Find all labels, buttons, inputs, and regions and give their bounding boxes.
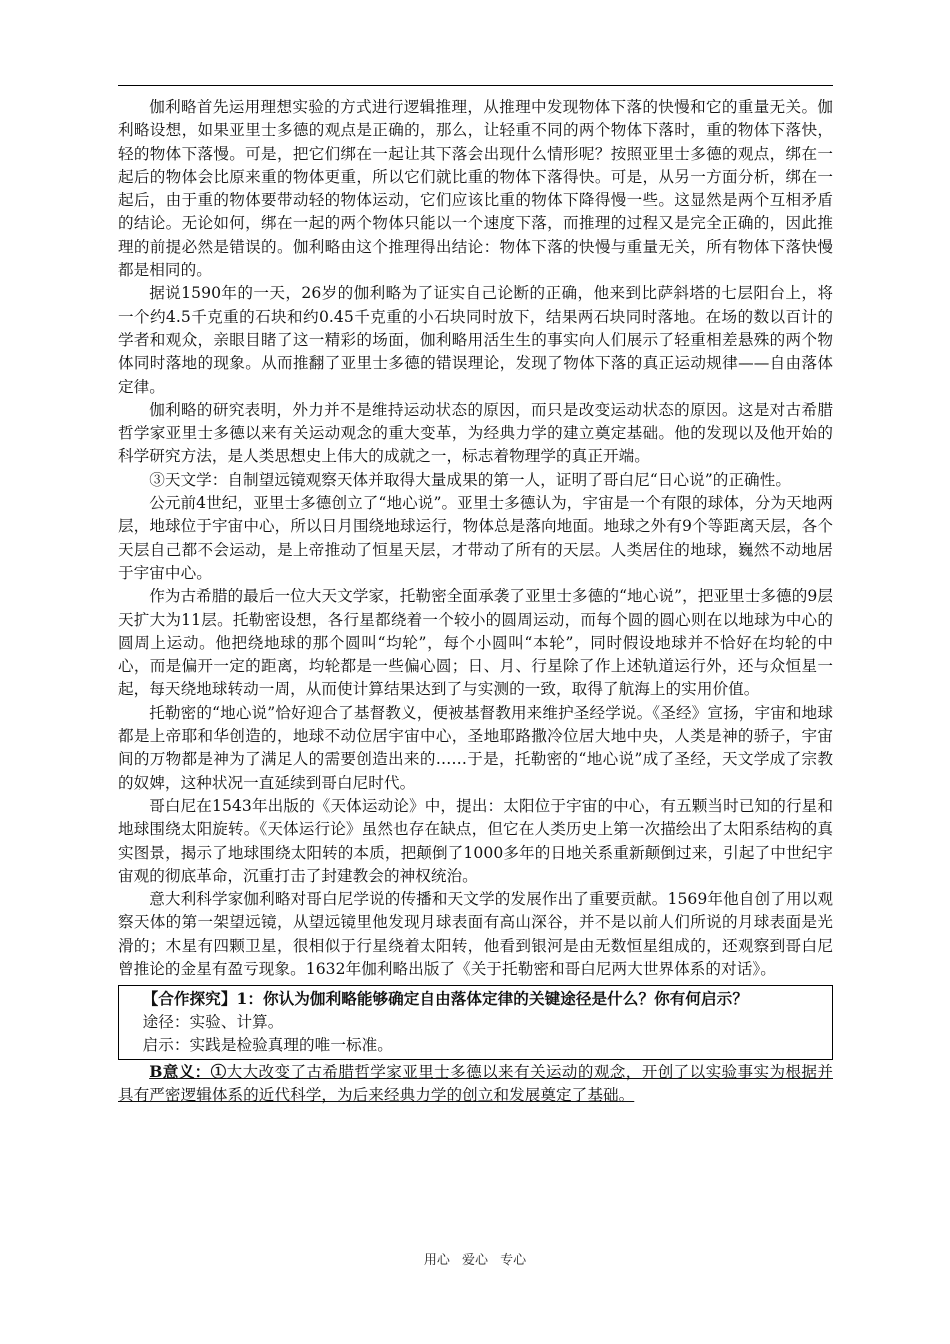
paragraph-8: 哥白尼在1543年出版的《天体运动论》中，提出：太阳位于宇宙的中心，有五颗当时已知的行星和地球围绕太阳旋转。《天体运行论》虽然也存在缺点，但它在人类历史上第一次描绘出了太阳系结构的真实图景，揭示了地球围绕太阳转的本质，把颠倒了1000多年的日地关系重新颠倒过来，引起了中世纪宇宙观的彻底革命，沉重打击了封建教会的神权统治。 — [118, 796, 833, 885]
paragraph-7: 托勒密的“地心说”恰好迎合了基督教义，便被基督教用来维护圣经学说。《圣经》宣扬，宇宙和地球都是上帝耶和华创造的，地球不动位居宇宙中心，圣地耶路撒冷位居大地中央，人类是神的骄子，宇宙间的万物都是神为了满足人的需要创造出来的……于是，托勒密的“地心说”成了圣经，天文学成了宗教的奴婢，这种状况一直延续到哥白尼时代。 — [118, 703, 833, 792]
page-footer: 用心 爱心 专心 — [423, 1253, 527, 1268]
paragraph-9: 意大利科学家伽利略对哥白尼学说的传播和天文学的发展作出了重要贡献。1569年他自创了用以观察天体的第一架望远镜，从望远镜里他发现月球表面有高山深谷，并不是以前人们所说的月球表面是光滑的；木星有四颗卫星，很相似于行星绕着太阳转，他看到银河是由无数恒星组成的，还观察到哥白尼曾推论的金星有盈亏现象。1632年伽利略出版了《关于托勒密和哥白尼两大世界体系的对话》。 — [118, 890, 833, 978]
header-rule — [118, 85, 833, 86]
significance-text: 大大改变了古希腊哲学家亚里士多德以来有关运动的观念，开创了以实验事实为根据并具有严密逻辑体系的近代科学，为后来经典力学的创立和发展奠定了基础。 — [118, 1063, 833, 1105]
significance-lead: B意义：① — [149, 1062, 227, 1082]
paragraph-5: 公元前4世纪，亚里士多德创立了“地心说”。亚里士多德认为，宇宙是一个有限的球体，分为天地两层，地球位于宇宙中心，所以日月围绕地球运行，物体总是落向地面。地球之外有9个等距离天层，各个天层自己都不会运动，是上帝推动了恒星天层，才带动了所有的天层。人类居住的地球，巍然不动地居于宇宙中心。 — [118, 494, 833, 582]
inquiry-question: 【合作探究】1：你认为伽利略能够确定自由落体定律的关键途径是什么？你有何启示？ — [142, 989, 748, 1009]
document-body — [118, 96, 833, 1108]
inquiry-answer-path: 途径：实验、计算。 — [142, 1012, 284, 1031]
paragraph-3: 伽利略的研究表明，外力并不是维持运动状态的原因，而只是改变运动状态的原因。这是对古希腊哲学家亚里士多德以来有关运动观念的重大变革，为经典力学的建立奠定基础。他的发现以及他开始的科学研究方法，是人类思想史上伟大的成就之一，标志着物理学的真正开端。 — [118, 400, 833, 466]
paragraph-2: 据说1590年的一天，26岁的伽利略为了证实自己论断的正确，他来到比萨斜塔的七层阳台上，将一个约4.5千克重的石块和约0.45千克重的小石块同时放下，结果两石块同时落地。在场的数以百计的学者和观众，亲眼目睹了这一精彩的场面，伽利略用活生生的事实向人们展示了轻重相差悬殊的两个物体同时落地的现象。从而推翻了亚里士多德的错误理论，发现了物体下落的真正运动规律——自由落体定律。 — [118, 284, 833, 396]
inquiry-answer-insight: 启示：实践是检验真理的唯一标准。 — [142, 1035, 393, 1054]
paragraph-6: 作为古希腊的最后一位大天文学家，托勒密全面承袭了亚里士多德的“地心说”，把亚里士多德的9层天扩大为11层。托勒密设想，各行星都绕着一个较小的圆周运动，而每个圆的圆心则在以地球为中心的圆周上运动。他把绕地球的那个圆叫“均轮”，每个小圆叫“本轮”，同时假设地球并不恰好在均轮的中心，而是偏开一定的距离，均轮都是一些偏心圆；日、月、行星除了作上述轨道运行外，还与众恒星一起，每天绕地球转动一周，从而使计算结果达到了与实测的一致，取得了航海上的实用价值。 — [118, 587, 833, 699]
paragraph-4: ③天文学：自制望远镜观察天体并取得大量成果的第一人，证明了哥白尼“日心说”的正确性。 — [149, 470, 791, 489]
cooperative-inquiry-box — [118, 985, 833, 1060]
paragraph-1: 伽利略首先运用理想实验的方式进行逻辑推理，从推理中发现物体下落的快慢和它的重量无关。伽利略设想，如果亚里士多德的观点是正确的，那么，让轻重不同的两个物体下落时，重的物体下落快，轻的物体下落慢。可是，把它们绑在一起让其下落会出现什么情形呢？按照亚里士多德的观点，绑在一起后的物体会比原来重的物体更重，所以它们就比重的物体下落得快。可是，从另一方面分析，绑在一起后，由于重的物体要带动轻的物体运动，它们应该比重的物体下降得慢一些。这显然是两个互相矛盾的结论。无论如何，绑在一起的两个物体只能以一个速度下落，而推理的过程又是完全正确的，因此推理的前提必然是错误的。伽利略由这个推理得出结论：物体下落的快慢与重量无关，所有物体下落快慢都是相同的。 — [118, 98, 833, 280]
significance-paragraph — [118, 1060, 833, 1108]
